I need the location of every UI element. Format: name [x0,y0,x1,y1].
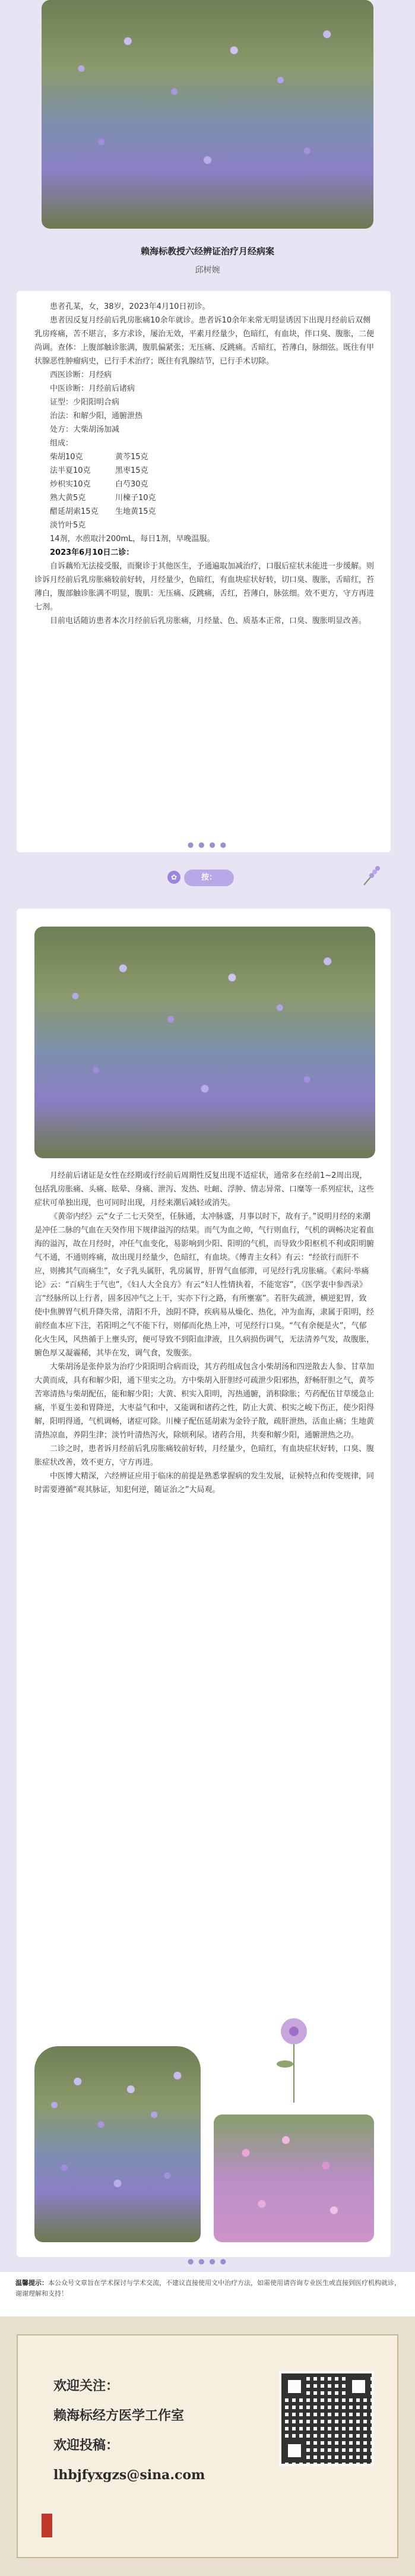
banner-line: lhbjfyxgzs@sina.com [53,2467,205,2483]
lavender-sprig-icon [361,862,385,886]
commentary-paragraph: 中医博大精深，六经辨证应用于临床的前提是熟悉掌握病的发生发展，证候特点和传变规律，同时需要遵循“观其脉证，知犯何逆，随证治之”大局观。 [34,1472,375,1494]
case-field: 处方：大柴胡汤加减 [50,425,120,434]
case-record-text [34,300,374,628]
footer-note [15,2278,401,2299]
banner-line: 赖海标经方医学工作室 [53,2408,185,2423]
commentary-paragraph: 月经前后诸证是女性在经期或行经前后周期性反复出现不适症状，通常多在经前1~2周出现，包括乳房胀痛、头痛、眩晕、身痛、泄泻、发热、吐衄、浮肿、情志异常、口糜等一系列症状，这些症状可单独出现，也可同时出现，月经来潮后减轻或消失。 [34,1171,375,1208]
article-author: 邱树婉 [195,265,220,275]
herb-row: 醋延胡索15克 生地黄15克 [50,507,156,516]
banner-line: 欢迎关注： [53,2378,119,2394]
commentary-paragraph: 《黄帝内经》云“女子二七天癸至，任脉通，太冲脉盛，月事以时下，故有子。”说明月经的来潮是冲任二脉的气血在天癸作用下规律溢泻的结果。而气为血之帅，气行则血行，气机的调畅决定着血海的溢泻，故在月经时，冲任气血变化，易影响到少阳、阳明的气机，而导致少阳枢机不利或阳明腑气不通，不通则疼痛，故出现月经量少，色暗红，有血块。《傅青主女科》有云：“经欲行而肝不应，则拂其气而痛生”，女子乳头属肝，乳房属胃，肝胃气血郁滞，可见经行乳房胀痛。《素问·举痛论》云：“百病生于气也”，《妇人大全良方》有云“妇人性情执着，不能宽容”，《医学衷中参西录》言“经脉所以上行者，固多因冲气之上干，实亦下行之路，有所壅塞”。若肝失疏泄，横逆犯胃，致使中焦脾胃气机升降失常，清阳不升，浊阴不降，疾病易从燥化、热化，冲为血海，隶属于阳明，经前经血本应下注，若阳明之气不能下行，则郁而化热上冲，可见经行口臭。“气有余便是火”，气郁化火生风，风热循于上壅头窍，便可导致不到阳血津液，且久病损伤调气，无法清养气发，故腹胀，腑色厚又凝霾稀，其毕在发，调气食，发腹张。 [34,1212,375,1358]
banner-frame [17,2334,398,2558]
case-paragraph: 目前电话随访患者本次月经前后乳房胀痛，月经量、色、质基本正常，口臭、腹胀明显改善。 [50,617,367,625]
bottom-left-flower-photo [34,2046,201,2242]
commentary-flower-photo [34,927,375,1158]
case-field: 治法：和解少阳，通腑泄热 [50,412,143,421]
herb-row: 熟大黄5克 川楝子10克 [50,494,156,502]
herb-row: 柴胡10克 黄芩15克 [50,453,148,462]
banner-text [53,2371,205,2490]
case-field: 证型：少阳阳明合病 [50,398,120,407]
herb-row: 法半夏10克 黑枣15克 [50,466,148,475]
qr-code [279,2371,374,2466]
banner-line: 欢迎投稿： [53,2438,119,2453]
commentary-paragraph: 大柴胡汤是张仲景为治疗少阳阳明合病而设，其方药组成包含小柴胡汤和四逆散去人参、甘草加大黄而成，具有和解少阳，通下里实之功。方中柴胡入肝胆经可疏泄少阳邪热，舒畅肝胆之气，黄芩苦寒清热与柴胡配伍，能和解少阳；大黄、枳实入阳明，泻热通腑，消积除胀；芍药配伍甘草缓急止痛，半夏生姜和胃降逆，大枣益气和中，又能调和诸药之性，防止大黄、枳实之峻下伤正，使少阳得解，阳明得通，气机调畅，诸症可除。川楝子配伍延胡索为金铃子散，疏肝泄热，活血止痛；生地黄清热凉血，养阴生津；淡竹叶清热泻火，除烦利尿。诸药合用，共奏和解少阳，通腑泄热之功。 [34,1363,375,1440]
herb-row: 炒枳实10克 白芍30克 [50,480,148,489]
header-flower-photo [42,0,373,229]
footer-note-label: 温馨提示： [15,2279,48,2287]
case-field: 中医诊断：月经前后诸病 [50,384,135,393]
bottom-right-flower-photo [214,2114,374,2242]
contact-banner [0,2316,415,2576]
commentary-paragraph: 二诊之时，患者诉月经前后乳房胀痛较前好转，月经量少，色暗红，有血块症状好转，口臭、腹胀症状改善，效不更方，守方再进。 [34,1445,375,1467]
case-field: 组成： [50,439,74,448]
flower-decoration-icon [267,2008,321,2103]
case-paragraph: 自诉藕殆无法接受服，而聚诊于其他医生，予通遍取加减治疗，口服后症状未能进一步缓解。则诊诉月经前后乳房胀痛较前好转，月经量少，色暗红，有血块症状好转，切口臭、腹胀，舌暗红，苔薄白，腹部触诊胀满不明显，腹肌：无压痛、反跳痛，舌红，苔薄白，脉弦细。效不更方，守方再进七剂。 [34,562,375,612]
commentary-badge: 按： [184,870,234,886]
dosage: 14剂，水煎取汁200mL，每日1剂，早晚温服。 [50,535,215,543]
commentary-text [34,1169,374,1497]
footer-note-text: 本公众号文章旨在学术探讨与学术交流，不建议直接使用文中治疗方法，如需使用请咨询专业医生或直接到医疗机构就诊，谢谢理解和支持！ [15,2279,401,2297]
second-visit-label: 2023年6月10日二诊： [50,548,134,557]
article-title: 赖海标教授六经辨证治疗月经病案 [140,246,274,257]
herb-list [34,450,374,532]
case-paragraph: 患者因反复月经前后乳房胀痛10余年就诊。患者诉10余年来常无明显诱因下出现月经前后双侧乳房疼痛，苦不堪言，多方求诊，屡治无效，平素月经量少，色暗红，有血块，伴口臭、腹胀，二便尚调。查体：上腹部触诊胀满，腹肌偏紧张；无压痛、反跳痛。舌暗红，苔薄白，脉细弦。既往有甲状腺恶性肿瘤病史，已行手术治疗；既往有乳腺结节，已行手术切除。 [34,316,375,366]
case-field: 西医诊断：月经病 [50,371,112,380]
leaf-icon: ✿ [167,871,180,884]
herb-row: 淡竹叶5克 [50,521,86,530]
section-divider-dots: ● ● ● ● [187,840,228,849]
case-paragraph: 患者孔某，女，38岁，2023年4月10日初诊。 [50,302,210,311]
section-divider-dots: ● ● ● ● [187,2257,228,2265]
seal-stamp [42,2514,52,2537]
